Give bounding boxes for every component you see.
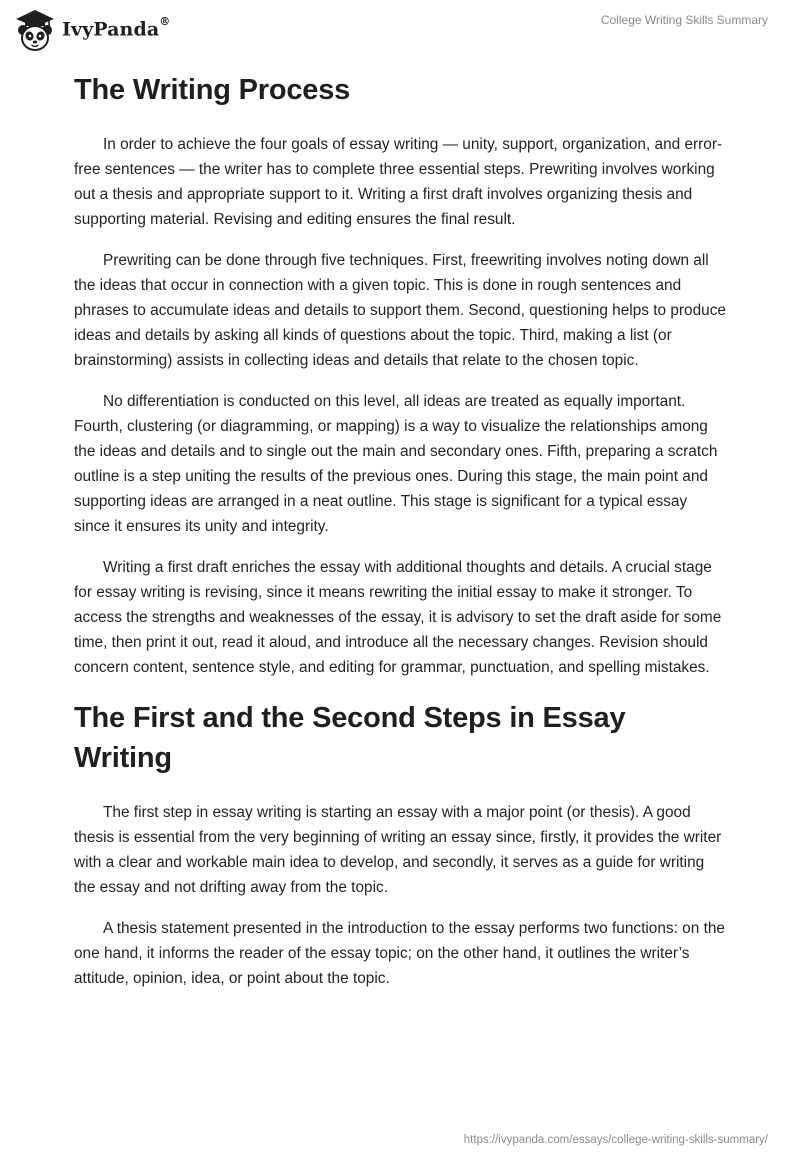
paragraph: No differentiation is conducted on this level, all ideas are treated as equally important. Fourth, clustering (or diagramming, or mapping) is a way to visualize the relationships among the ideas and details and to single out the main and secondary ones. Fifth, preparing a scratch outline is a step uniting the results of the previous ones. During this stage, the main point and supporting ideas are arranged in a neat outline. This stage is significant for a typical essay since it ensures its unity and integrity.: [74, 393, 718, 535]
section-heading: The First and the Second Steps in Essay Writing: [74, 702, 626, 774]
panda-graduate-icon: [14, 8, 56, 52]
source-url[interactable]: https://ivypanda.com/essays/college-writing-skills-summary/: [463, 1134, 768, 1146]
brand-logo[interactable]: [14, 8, 170, 52]
paragraph: A thesis statement presented in the introduction to the essay performs two functions: on the one hand, it informs the reader of the essay topic; on the other hand, it outlines the writer’s attitude, opinion, idea, or point about the topic.: [74, 920, 725, 987]
page-header: [0, 0, 800, 60]
essay-content: [74, 70, 726, 1007]
paragraph: Prewriting can be done through five techniques. First, freewriting involves noting down all the ideas that occur in connection with a given topic. This is done in rough sentences and phrases to accumulate ideas and details to support them. Second, questioning helps to produce ideas and details by asking all kinds of questions about the topic. Third, making a list (or brainstorming) assists in collecting ideas and details that relate to the chosen topic.: [74, 252, 726, 369]
paragraph: Writing a first draft enriches the essay with additional thoughts and details. A crucial stage for essay writing is revising, since it means rewriting the initial essay to make it stronger. To access the strengths and weaknesses of the essay, it is advisory to set the draft aside for some time, then print it out, read it aloud, and introduce all the necessary changes. Revision should concern content, sentence style, and editing for grammar, punctuation, and spelling mistakes.: [74, 559, 722, 676]
paragraph: In order to achieve the four goals of essay writing — unity, support, organization, and error-free sentences — the writer has to complete three essential steps. Prewriting involves working out a thesis and appropriate support to it. Writing a first draft involves organizing thesis and supporting material. Revising and editing ensures the final result.: [74, 136, 723, 228]
paragraph: The first step in essay writing is starting an essay with a major point (or thesis). A good thesis is essential from the very beginning of writing an essay since, firstly, it provides the writer with a clear and workable main idea to develop, and secondly, it serves as a guide for writing the essay and not drifting away from the topic.: [74, 804, 722, 896]
section-heading: The Writing Process: [74, 74, 351, 106]
document-title: College Writing Skills Summary: [600, 13, 768, 27]
brand-name: IvyPanda®: [62, 14, 171, 41]
